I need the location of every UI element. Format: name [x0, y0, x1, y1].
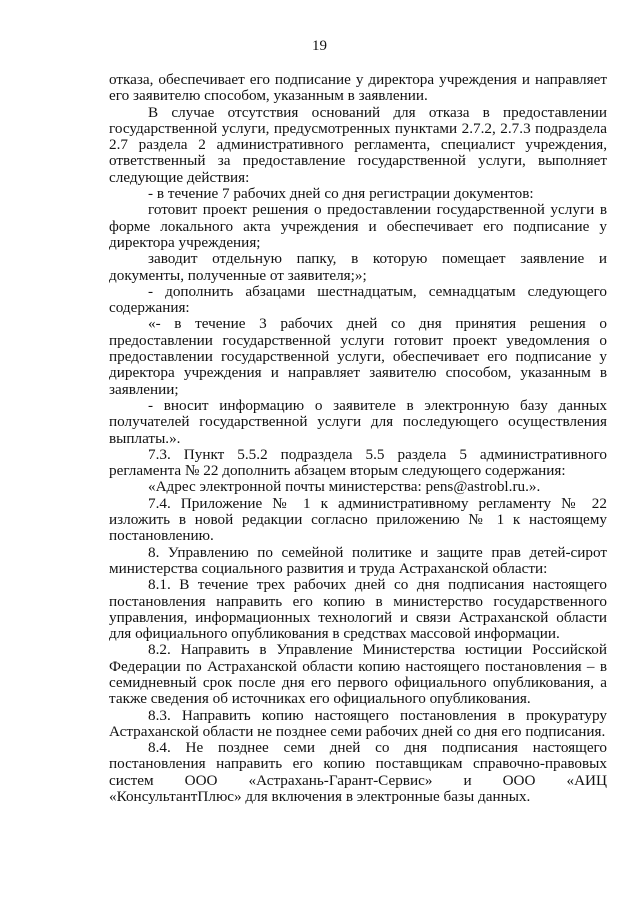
- paragraph: заводит отдельную папку, в которую помещает заявление и документы, полученные от заявителя;»;: [109, 250, 607, 284]
- document-body: [109, 72, 607, 805]
- paragraph: В случае отсутствия оснований для отказа в предоставлении государственной услуги, предусмотренных пунктами 2.7.2, 2.7.3 подраздела 2.7 раздела 2 административного регламента, специалист учреждения, ответственный за предоставление государственной услуги, выполняет следующие действия:: [109, 103, 607, 186]
- paragraph: 8.1. В течение трех рабочих дней со дня подписания настоящего постановления направить его копию в министерство государственного управления, информационных технологий и связи Астраханской области для официального опубликования в средствах массовой информации.: [109, 576, 607, 643]
- paragraph: - дополнить абзацами шестнадцатым, семнадцатым следующего содержания:: [109, 282, 607, 317]
- page-number: 19: [312, 38, 327, 54]
- paragraph: готовит проект решения о предоставлении государственной услуги в форме локального акта учреждения и обеспечивает его подписание у директора учреждения;: [109, 201, 607, 251]
- paragraph: 7.3. Пункт 5.5.2 подраздела 5.5 раздела 5 административного регламента № 22 дополнить абзацем вторым следующего содержания:: [109, 445, 607, 480]
- paragraph: 8.4. Не позднее семи дней со дня подписания настоящего постановления направить его копию поставщикам справочно-правовых систем ООО «Астрахань-Гарант-Сервис» и ООО «АИЦ «КонсультантПлюс» для включения в электронные базы данных.: [109, 739, 607, 806]
- paragraph: 8.2. Направить в Управление Министерства юстиции Российской Федерации по Астраханской области копию настоящего постановления – в семидневный срок после дня его первого официального опубликования, а также сведения об источниках его официального опубликования.: [109, 641, 607, 708]
- paragraph: - в течение 7 рабочих дней со дня регистрации документов:: [148, 185, 534, 203]
- paragraph: 8.3. Направить копию настоящего постановления в прокуратуру Астраханской области не позднее семи рабочих дней со дня его подписания.: [109, 706, 607, 740]
- paragraph: 8. Управлению по семейной политике и защите прав детей-сирот министерства социального развития и труда Астраханской области:: [109, 543, 607, 577]
- paragraph: 7.4. Приложение № 1 к административному регламенту № 22 изложить в новой редакции согласно приложению № 1 к настоящему постановлению.: [109, 494, 607, 545]
- paragraph: «- в течение 3 рабочих дней со дня принятия решения о предоставлении государственной услуги готовит проект уведомления о предоставлении государственной услуги, обеспечивает его подписание у директора учреждения и направляет заявителю способом, указанным в заявлении;: [109, 315, 607, 398]
- paragraph: «Адрес электронной почты министерства: pens@astrobl.ru.».: [148, 478, 541, 496]
- paragraph: - вносит информацию о заявителе в электронную базу данных получателей государственной услуги для последующего осуществления выплаты.».: [109, 396, 607, 447]
- paragraph: отказа, обеспечивает его подписание у директора учреждения и направляет его заявителю способом, указанным в заявлении.: [109, 71, 607, 105]
